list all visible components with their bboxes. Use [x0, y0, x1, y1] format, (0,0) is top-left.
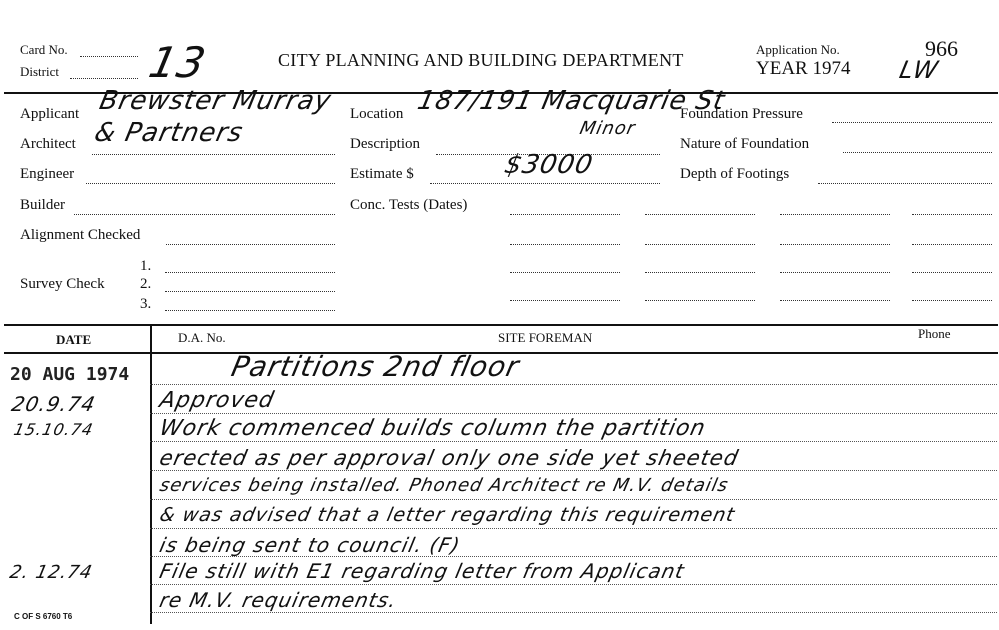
conc-dots-3b [645, 272, 755, 273]
builder-label: Builder [20, 197, 65, 213]
conc-dots-2a [510, 244, 620, 245]
applicant-label: Applicant [20, 106, 80, 122]
log-entry-text: Partitions 2nd floor [228, 350, 523, 383]
log-rule [150, 470, 997, 471]
survey-num-3: 3. [140, 296, 152, 312]
district-dots [70, 78, 138, 79]
conc-dots-3d [912, 272, 992, 273]
card-no-label: Card No. [20, 42, 68, 57]
log-entry-text: erected as per approval only one side yet sheeted [157, 446, 741, 470]
survey-num-2: 2. [140, 276, 152, 292]
log-entry-text: is being sent to council. (F) [157, 533, 463, 557]
log-rule [150, 528, 997, 529]
survey-label: Survey Check [20, 276, 105, 292]
log-entry-text: Work commenced builds column the partition [157, 416, 709, 441]
log-entry-text: Approved [157, 388, 277, 413]
log-entry-date: 20.9.74 [9, 392, 98, 416]
survey-dots-2 [165, 291, 335, 292]
site-foreman-header: SITE FOREMAN [498, 330, 593, 345]
year-label: YEAR 1974 [756, 58, 851, 79]
location-label: Location [350, 106, 404, 122]
log-entry-text: & was advised that a letter regarding this requirement [157, 504, 738, 526]
log-rule [150, 612, 997, 613]
card-no-dots [80, 56, 138, 57]
estimate-value: $3000 [501, 150, 596, 180]
description-value: Minor [577, 118, 638, 139]
conc-dots-1b [645, 214, 755, 215]
da-no-header: D.A. No. [178, 330, 226, 345]
depth-of-footings-label: Depth of Footings [680, 166, 790, 182]
log-rule [150, 413, 997, 414]
estimate-label: Estimate $ [350, 166, 414, 182]
conc-dots-4c [780, 300, 890, 301]
conc-dots-2b [645, 244, 755, 245]
conc-dots-4a [510, 300, 620, 301]
log-rule [150, 384, 997, 385]
application-no-label: Application No. [756, 42, 840, 57]
survey-dots-1 [165, 272, 335, 273]
initials-handwritten: LW [897, 56, 942, 84]
applicant-value: Brewster Murray [96, 86, 335, 116]
engineer-dots [86, 183, 335, 184]
log-entry-date: 20 AUG 1974 [10, 364, 130, 385]
estimate-dots [430, 183, 660, 184]
architect-value: & Partners [91, 118, 246, 148]
conc-dots-3c [780, 272, 890, 273]
conc-dots-3a [510, 272, 620, 273]
alignment-dots [166, 244, 335, 245]
nature-of-foundation-label: Nature of Foundation [680, 136, 810, 152]
conc-dots-1d [912, 214, 992, 215]
application-no-value: 966 [925, 36, 958, 61]
log-entry-text: File still with E1 regarding letter from Applicant [157, 559, 688, 583]
depth-dots [818, 183, 992, 184]
architect-dots [92, 154, 335, 155]
foundation-pressure-label: Foundation Pressure [680, 106, 803, 122]
alignment-label: Alignment Checked [20, 227, 141, 243]
department-title: CITY PLANNING AND BUILDING DEPARTMENT [278, 50, 684, 70]
description-label: Description [350, 136, 420, 152]
foundation-pressure-dots [832, 122, 992, 123]
log-rule [150, 584, 997, 585]
architect-label: Architect [20, 136, 76, 152]
form-code: C OF S 6760 T6 [14, 612, 73, 621]
builder-dots [74, 214, 335, 215]
district-label: District [20, 64, 59, 79]
conc-dots-4b [645, 300, 755, 301]
date-header: DATE [56, 332, 92, 347]
conc-dots-4d [912, 300, 992, 301]
survey-dots-3 [165, 310, 335, 311]
conc-tests-label: Conc. Tests (Dates) [350, 197, 468, 213]
conc-dots-1c [780, 214, 890, 215]
phone-header: Phone [918, 326, 951, 341]
log-entry-text: services being installed. Phoned Architect re M.V. details [157, 475, 731, 496]
engineer-label: Engineer [20, 166, 75, 182]
survey-num-1: 1. [140, 258, 152, 274]
log-rule [150, 499, 997, 500]
log-top-border [4, 324, 998, 326]
log-entry-date: 15.10.74 [11, 420, 96, 439]
conc-dots-2d [912, 244, 992, 245]
card-no-handwritten: 13 [144, 38, 211, 87]
location-value: 187/191 Macquarie St [414, 86, 728, 116]
conc-dots-2c [780, 244, 890, 245]
conc-dots-1a [510, 214, 620, 215]
nature-dots [843, 152, 992, 153]
log-entry-date: 2. 12.74 [7, 562, 95, 583]
log-entry-text: re M.V. requirements. [157, 588, 400, 612]
log-rule [150, 441, 997, 442]
log-date-column-divider [150, 324, 152, 624]
